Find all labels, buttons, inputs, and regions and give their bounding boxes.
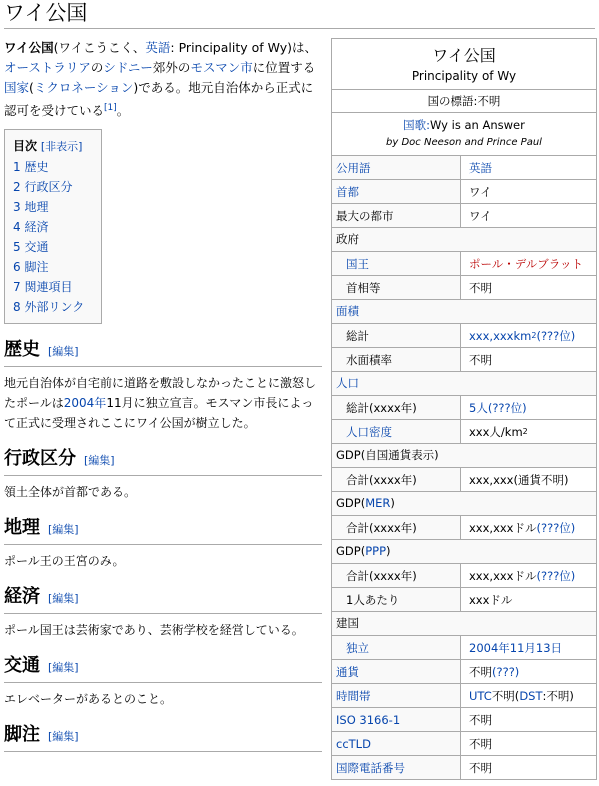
section-heading-transport [4, 654, 322, 683]
row-timezone [332, 683, 596, 707]
label-link[interactable]: ISO 3166-1 [332, 708, 461, 731]
intro-text: (ワイこうこく、 [53, 40, 146, 55]
intro-text: の [90, 60, 104, 75]
toc-item-economy[interactable]: 4 経済 [13, 220, 49, 235]
mer-link[interactable]: MER [365, 496, 391, 510]
row-per-capita [332, 587, 596, 611]
row-label: 総計 [332, 324, 461, 347]
dst-link[interactable]: DST [519, 688, 543, 703]
row-prime-minister [332, 275, 596, 299]
infobox-subtitle: Principality of Wy [411, 69, 517, 83]
group-area[interactable]: 面積 [332, 299, 596, 323]
section-heading-economy [4, 585, 322, 614]
anthem-credit: by Doc Neeson and Prince Paul [386, 137, 542, 148]
currency-link[interactable]: (???) [492, 664, 520, 679]
history-text: 地元自治体が自宅前に道路を敷設しなかったことに激怒したポールは [4, 376, 317, 411]
area-number: xxx,xxxkm [469, 328, 532, 343]
gdp-ppp-number: xxx,xxxドル [469, 568, 537, 583]
section-heading-admin [4, 447, 322, 476]
label-link[interactable]: ccTLD [332, 732, 461, 755]
label-link[interactable]: 国際電話番号 [332, 756, 461, 779]
pop-rank: (???位) [487, 400, 527, 415]
section-heading-footnotes [4, 723, 322, 752]
label-link[interactable]: 独立 [332, 636, 461, 659]
table-of-contents [4, 129, 102, 324]
row-label: 合計(xxxx年) [332, 516, 461, 539]
link-english[interactable]: 英語 [145, 40, 171, 55]
area-rank: (???位) [536, 328, 576, 343]
gdp-prefix: GDP( [336, 544, 366, 558]
density-unit-sup: 2 [522, 427, 528, 436]
infobox-title: ワイ公国 [432, 46, 496, 65]
group-gdp-mer [332, 491, 596, 515]
heading-text: 地理 [4, 517, 40, 539]
link-australia[interactable]: オーストラリア [4, 60, 91, 75]
section-text-economy: ポール国王は芸術家であり、芸術学校を経営している。 [4, 623, 304, 638]
edit-link[interactable]: [編集] [48, 345, 79, 359]
intro-text: に位置する [252, 60, 316, 75]
heading-text: 歴史 [4, 339, 40, 361]
timezone-value [461, 684, 596, 707]
row-value: 不明 [461, 348, 596, 371]
label-link[interactable]: 時間帯 [332, 684, 461, 707]
row-area-total [332, 323, 596, 347]
gdp-ppp-rank[interactable]: (???位) [536, 568, 576, 583]
value-link[interactable]: 2004年11月13日 [461, 636, 596, 659]
row-capital [332, 179, 596, 203]
toc-item-footnotes[interactable]: 6 脚注 [13, 260, 49, 275]
value-redlink[interactable]: ポール・デルブラット [461, 252, 596, 275]
edit-link[interactable]: [編集] [48, 661, 79, 675]
row-value: 不明 [461, 732, 596, 755]
row-currency [332, 659, 596, 683]
row-phone [332, 755, 596, 779]
intro-text: 。 [116, 103, 130, 119]
group-founding: 建国 [332, 611, 596, 635]
anthem-label-link[interactable]: 国歌: [403, 118, 431, 132]
row-label: 最大の都市 [332, 204, 461, 227]
gdp-ppp-value [461, 564, 596, 587]
label-link[interactable]: 国王 [332, 252, 461, 275]
history-text: 11月に独立宣言。モスマン市長によって正式に受理されここにワイ公国が樹立した。 [4, 396, 314, 431]
heading-text: 脚注 [4, 724, 40, 746]
heading-text: 行政区分 [4, 448, 76, 470]
link-nation[interactable]: 国家 [4, 80, 30, 95]
footnote-ref[interactable]: [1] [104, 103, 117, 113]
gdp-prefix: GDP( [336, 496, 366, 510]
group-gdp-ppp [332, 539, 596, 563]
row-label: 合計(xxxx年) [332, 468, 461, 491]
toc-item-external[interactable]: 8 外部リンク [13, 300, 85, 315]
row-pop-total [332, 395, 596, 419]
intro-paragraph [4, 38, 322, 121]
tz-text: 不明( [491, 688, 520, 703]
article-body [4, 38, 322, 758]
intro-text: : Principality of Wy)は、 [170, 40, 318, 55]
intro-text: )である。地元自治体から正式に認可を受けている [4, 80, 314, 119]
toc-item-related[interactable]: 7 関連項目 [13, 280, 73, 295]
row-label: 合計(xxxx年) [332, 564, 461, 587]
gdp-mer-rank[interactable]: (???位) [536, 520, 576, 535]
edit-link[interactable]: [編集] [48, 523, 79, 537]
row-gdp-ppp-total [332, 563, 596, 587]
pop-number: 5人 [469, 400, 488, 415]
section-text-history [4, 373, 322, 433]
row-density [332, 419, 596, 443]
section-heading-geography [4, 516, 322, 545]
row-water [332, 347, 596, 371]
link-sydney[interactable]: シドニー [103, 60, 153, 75]
area-unit-sup: 2 [531, 331, 537, 340]
row-value: 不明 [461, 276, 596, 299]
infobox-anthem [332, 112, 596, 155]
group-population[interactable]: 人口 [332, 371, 596, 395]
section-heading-history [4, 338, 322, 367]
ppp-link[interactable]: PPP [365, 544, 387, 558]
group-gdp-local: GDP(自国通貨表示) [332, 443, 596, 467]
row-value: 不明 [461, 708, 596, 731]
toc-item-history[interactable]: 1 歴史 [13, 160, 49, 175]
row-independence [332, 635, 596, 659]
group-government: 政府 [332, 227, 596, 251]
row-label: 水面積率 [332, 348, 461, 371]
label-link[interactable]: 通貨 [332, 660, 461, 683]
toc-item-transport[interactable]: 5 交通 [13, 240, 49, 255]
heading-text: 経済 [4, 586, 40, 608]
row-iso [332, 707, 596, 731]
infobox-header [332, 39, 596, 89]
value-link[interactable]: 英語 [461, 156, 596, 179]
row-label: 1人あたり [332, 588, 461, 611]
edit-link[interactable]: [編集] [48, 592, 79, 606]
gdp-suffix: ) [386, 544, 391, 558]
row-label: 首相等 [332, 276, 461, 299]
row-value: 不明 [461, 756, 596, 779]
edit-link[interactable]: [編集] [48, 730, 79, 744]
row-value: xxxドル [461, 588, 596, 611]
label-link[interactable]: 人口密度 [332, 420, 461, 443]
link-2004[interactable]: 2004年 [63, 396, 107, 411]
pop-value[interactable] [461, 396, 596, 419]
gdp-suffix: ) [390, 496, 395, 510]
density-number: xxx人/km [469, 424, 523, 439]
intro-text: ( [29, 80, 34, 95]
row-value: xxx,xxx(通貨不明) [461, 468, 596, 491]
gdp-mer-number: xxx,xxxドル [469, 520, 537, 535]
infobox-motto: 国の標語:不明 [332, 89, 596, 112]
toc-title: 目次 [13, 139, 38, 154]
section-text-geography: ポール王の王宮のみ。 [4, 554, 125, 569]
row-largest-city [332, 203, 596, 227]
density-value [461, 420, 596, 443]
infobox [331, 38, 597, 780]
link-micronation[interactable]: ミクロネーション [33, 80, 134, 95]
row-gdp-mer-total [332, 515, 596, 539]
row-value: ワイ [461, 204, 596, 227]
row-cctld [332, 731, 596, 755]
row-value: ワイ [461, 180, 596, 203]
edit-link[interactable]: [編集] [84, 454, 115, 468]
label-link[interactable]: 公用語 [332, 156, 461, 179]
section-text-transport: エレベーターがあるとのこと。 [4, 692, 173, 707]
intro-text: 郊外の [152, 60, 191, 75]
toc-hide-button[interactable]: [非表示] [40, 140, 83, 154]
heading-text: 交通 [4, 655, 40, 677]
label-link[interactable]: 首都 [332, 180, 461, 203]
gdp-mer-value [461, 516, 596, 539]
intro-bold-name: ワイ公国 [4, 40, 54, 55]
currency-value [461, 660, 596, 683]
section-text-admin: 領土全体が首都である。 [4, 485, 137, 500]
row-gdp-local-total [332, 467, 596, 491]
utc-link[interactable]: UTC [469, 688, 492, 703]
toc-item-admin[interactable]: 2 行政区分 [13, 180, 73, 195]
page-title: ワイ公国 [4, 0, 595, 29]
area-value[interactable] [461, 324, 596, 347]
tz-text: :不明) [542, 688, 574, 703]
currency-text: 不明 [469, 664, 492, 679]
anthem-name: Wy is an Answer [430, 118, 525, 132]
link-mosman[interactable]: モスマン市 [190, 60, 253, 75]
toc-item-geography[interactable]: 3 地理 [13, 200, 49, 215]
row-king [332, 251, 596, 275]
row-label: 総計(xxxx年) [332, 396, 461, 419]
row-official-language [332, 155, 596, 179]
